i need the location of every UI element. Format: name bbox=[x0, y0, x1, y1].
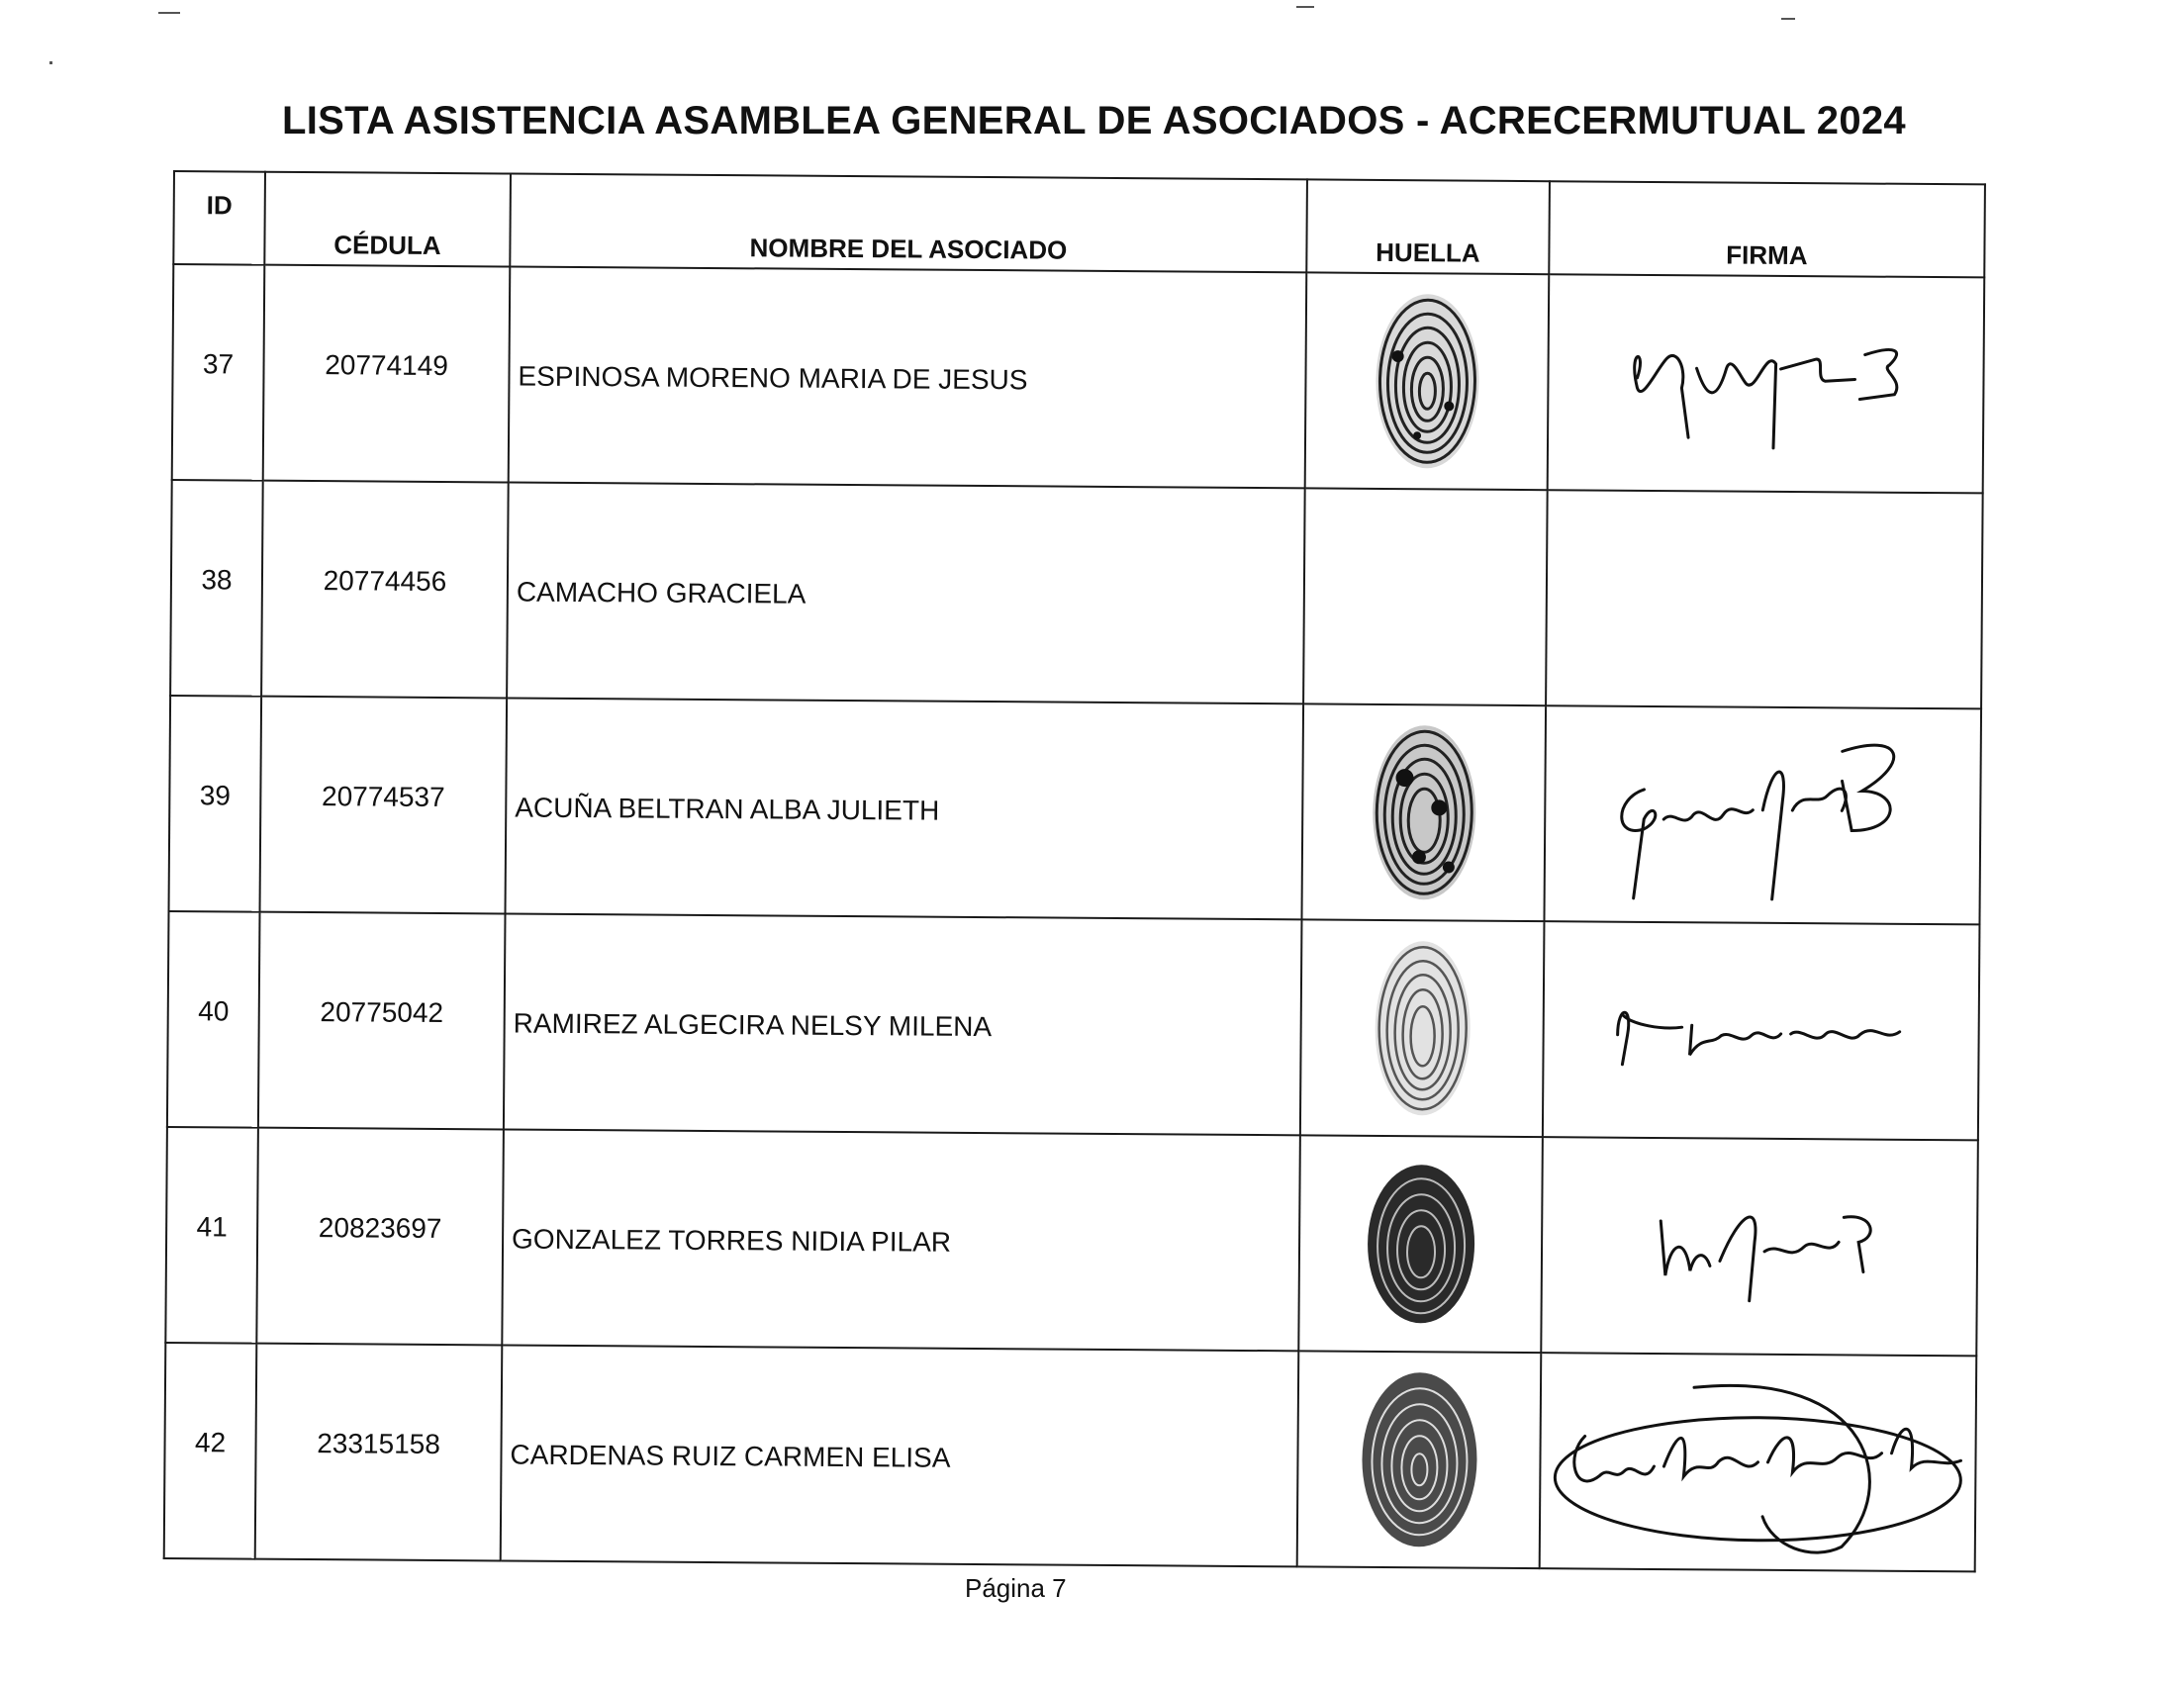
table-row bbox=[170, 480, 1983, 708]
row-name: CAMACHO GRACIELA bbox=[507, 482, 1305, 703]
fingerprint-icon bbox=[1301, 933, 1543, 1123]
scan-mark bbox=[1296, 6, 1314, 8]
document-title: LISTA ASISTENCIA ASAMBLEA GENERAL DE ASOCIADOS - ACRECERMUTUAL 2024 bbox=[282, 99, 1906, 142]
header-cedula: CÉDULA bbox=[264, 172, 511, 267]
fingerprint-cell bbox=[1303, 488, 1548, 705]
signature-cell bbox=[1543, 921, 1980, 1140]
row-name: RAMIREZ ALGECIRA NELSY MILENA bbox=[504, 913, 1302, 1135]
row-name: ESPINOSA MORENO MARIA DE JESUS bbox=[509, 266, 1307, 488]
row-id: 39 bbox=[169, 696, 262, 912]
handwritten-signature bbox=[1546, 719, 1980, 910]
fingerprint-icon bbox=[1298, 1364, 1540, 1554]
scan-mark bbox=[158, 12, 180, 14]
signature-cell bbox=[1541, 1137, 1978, 1356]
signature-cell bbox=[1548, 274, 1985, 493]
row-cedula: 20775042 bbox=[258, 912, 506, 1130]
row-cedula: 20774149 bbox=[263, 265, 511, 483]
header-signature: FIRMA bbox=[1549, 181, 1985, 277]
scan-mark bbox=[1781, 18, 1795, 20]
handwritten-signature bbox=[1543, 1180, 1977, 1312]
row-cedula: 20774456 bbox=[261, 481, 509, 699]
row-name: GONZALEZ TORRES NIDIA PILAR bbox=[502, 1129, 1300, 1351]
row-cedula: 20774537 bbox=[260, 697, 508, 914]
header-id: ID bbox=[173, 171, 265, 265]
row-id: 41 bbox=[165, 1127, 258, 1344]
signature-cell bbox=[1544, 705, 1981, 924]
row-name: ACUÑA BELTRAN ALBA JULIETH bbox=[506, 698, 1304, 919]
fingerprint-cell bbox=[1298, 1135, 1543, 1353]
handwritten-signature bbox=[1544, 975, 1978, 1086]
page-number: Página 7 bbox=[965, 1573, 1067, 1603]
fingerprint-icon bbox=[1303, 717, 1545, 907]
scan-mark bbox=[49, 61, 52, 64]
row-cedula: 23315158 bbox=[255, 1344, 503, 1561]
attendance-table bbox=[163, 170, 1986, 1572]
attendance-table-wrapper bbox=[164, 170, 1984, 1473]
row-id: 38 bbox=[170, 480, 263, 697]
signature-cell bbox=[1546, 490, 1983, 708]
header-fingerprint: HUELLA bbox=[1306, 179, 1550, 274]
fingerprint-icon bbox=[1306, 286, 1548, 476]
fingerprint-cell bbox=[1300, 919, 1545, 1137]
fingerprint-cell bbox=[1305, 272, 1550, 490]
row-id: 42 bbox=[164, 1343, 257, 1559]
table-row bbox=[172, 264, 1985, 493]
row-id: 37 bbox=[172, 264, 265, 481]
handwritten-signature bbox=[1541, 1366, 1975, 1557]
row-id: 40 bbox=[167, 911, 260, 1128]
fingerprint-cell bbox=[1301, 703, 1546, 921]
fingerprint-cell bbox=[1297, 1351, 1542, 1568]
row-cedula: 20823697 bbox=[256, 1128, 504, 1346]
header-name: NOMBRE DEL ASOCIADO bbox=[510, 173, 1307, 272]
table-header-row bbox=[173, 171, 1985, 277]
table-row bbox=[165, 1127, 1978, 1356]
signature-cell bbox=[1540, 1353, 1977, 1571]
table-row bbox=[164, 1343, 1977, 1571]
row-name: CARDENAS RUIZ CARMEN ELISA bbox=[501, 1345, 1299, 1566]
fingerprint-icon bbox=[1299, 1159, 1541, 1329]
handwritten-signature bbox=[1549, 308, 1983, 459]
table-row bbox=[169, 696, 1982, 924]
table-row bbox=[167, 911, 1980, 1140]
